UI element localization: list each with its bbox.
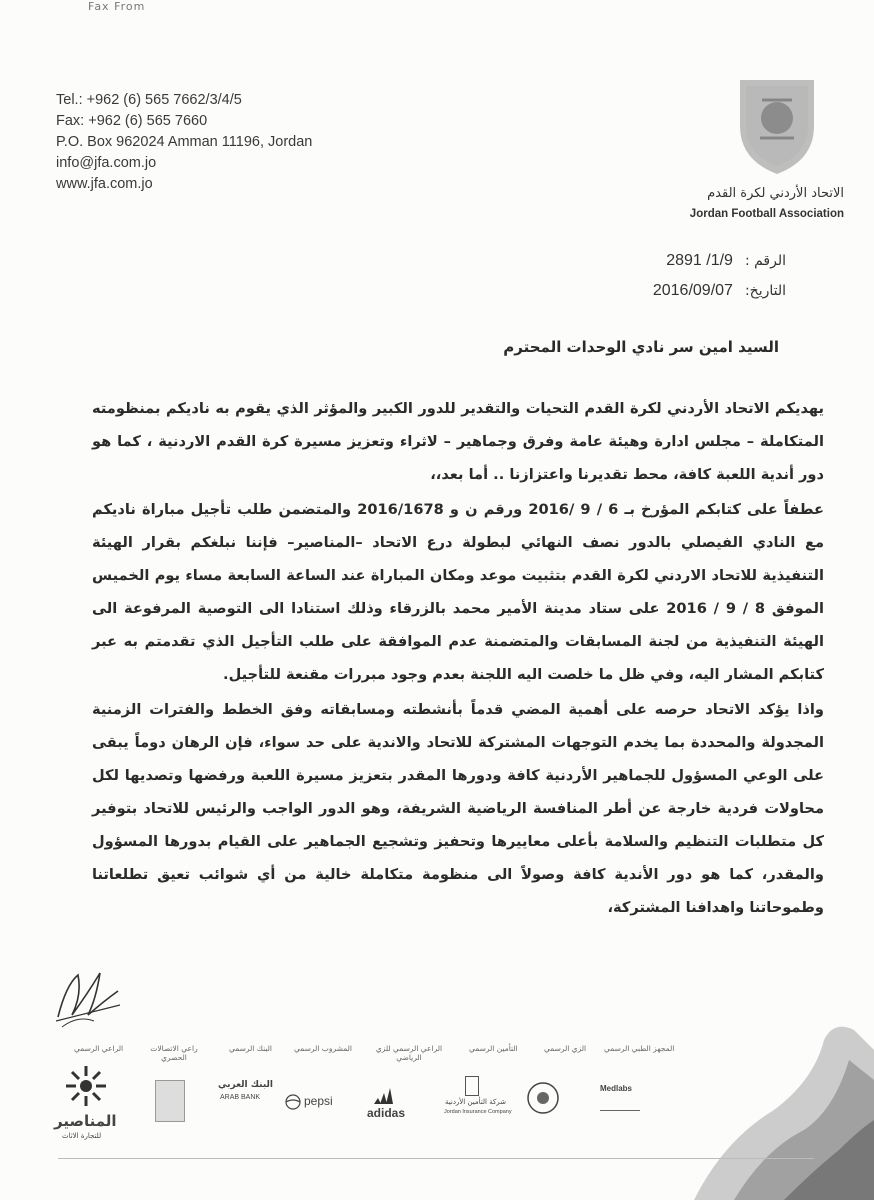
medlabs-logo-mark <box>600 1096 640 1111</box>
letter-paragraph: عطفاً على كتابكم المؤرخ بـ 6 / 9 /2016 ورقم ن و 2016/1678 والمتضمن طلب تأجيل مباراة ناديكم مع النادي الفيصلي بالدور نصف النهائي لبطولة درع الاتحاد –المناصير– فإننا نبلغكم بقرار الهيئة التنفيذية للاتحاد الاردني لكرة القدم بتثبيت موعد ومكان المباراة عند الساعة السابعة مساء يوم الخميس الموفق 8 / 9 / 2016 على ستاد مدينة الأمير محمد بالزرقاء وذلك استنادا الى التوصية المرفوعة الى الهيئة التنفيذية من لجنة المسابقات والمتضمنة عدم الموافقة على طلب التأجيل الذي تقدمتم به عبر كتابكم المشار اليه، وفي ظل ما خلصت اليه اللجنة بعدم وجود مبررات مقنعة للتأجيل. <box>92 501 825 683</box>
contact-block <box>56 90 312 195</box>
letter-paragraph: واذا يؤكد الاتحاد حرصه على أهمية المضي قدماً بأنشطته ومسابقاته وفق الخطط والفترات الزمنية المجدولة والمحددة بما يخدم التوجهات المشتركة للاتحاد والاندية على حد سواء، فإن الرهان دوماً يبقى على الوعي المسؤول للجماهير الأردنية كافة ودورها المقدر بتعزيز مسيرة اللعبة ورفضها وتصديها لكل محاولات فردية خارجة عن أطر المنافسة الرياضية الشريفة، وهو الدور الواجب والرئيس للاتحاد بتوفير كل متطلبات التنظيم والسلامة بأعلى معاييرها وتحفيز وتشجيع الجماهير على القيام بدورها المسؤول والمقدر، كما هو دور الأندية كافة وصولاً الى منظومة متكاملة خالية من أي شوائب تعيق تطلعاتنا وطموحاتنا واهدافنا المشتركة، <box>92 701 824 916</box>
telecom-sponsor-logo <box>155 1080 185 1122</box>
adidas-logo-text: adidas <box>367 1106 406 1120</box>
reference-date-value: 2016/09/07 <box>652 282 733 299</box>
decorative-map-ribbon <box>664 1020 874 1200</box>
reference-date-label: التاريخ: <box>744 283 786 299</box>
fax-header-line: Fax From <box>88 0 146 13</box>
sponsor-label: الزي الرسمي <box>544 1044 587 1053</box>
contact-fax: Fax: +962 (6) 565 7660 <box>56 113 208 129</box>
reference-date-row <box>653 276 786 306</box>
insurance-logo-text: شركة التأمين الأردنية <box>445 1098 507 1106</box>
manaseer-logo-subtext: للتجارة الاثاث <box>62 1132 102 1140</box>
sponsor-label: التأمين الرسمي <box>469 1044 518 1053</box>
contact-email: info@jfa.com.jo <box>56 155 157 171</box>
contact-po-box: P.O. Box 962024 Amman 11196, Jordan <box>56 134 313 150</box>
sponsor-labels-row <box>44 1044 675 1064</box>
sponsor-label: المجهز الطبي الرسمي <box>604 1044 675 1053</box>
sponsor-label: راعي الاتصالات الحصري <box>150 1044 198 1062</box>
adidas-stripes-icon <box>372 1088 394 1104</box>
sponsor-label: المشروب الرسمي <box>294 1044 352 1053</box>
reference-number-row <box>653 246 786 276</box>
arab-bank-logo-text: البنك العربي <box>218 1080 273 1090</box>
org-name-arabic: الاتحاد الأردني لكرة القدم <box>707 186 844 201</box>
letter-salutation: السيد امين سر نادي الوحدات المحترم <box>503 338 779 356</box>
manaseer-sun-icon <box>60 1064 112 1110</box>
sponsor-label: الراعي الرسمي للزي الرياضي <box>375 1044 443 1062</box>
contact-tel: Tel.: +962 (6) 565 7662/3/4/5 <box>56 92 242 108</box>
insurance-logo-subtext: Jordan Insurance Company <box>444 1109 512 1115</box>
reference-number-label: الرقم : <box>744 253 786 269</box>
insurance-emblem-icon <box>465 1076 479 1096</box>
pepsi-logo-text: pepsi <box>304 1094 333 1108</box>
handwritten-signature <box>48 955 128 1035</box>
medlabs-logo-text: Medlabs <box>600 1084 633 1093</box>
kit-sponsor-round-icon <box>525 1080 561 1116</box>
manaseer-logo-text: المناصير <box>54 1112 117 1130</box>
arab-bank-logo-subtext: ARAB BANK <box>220 1094 261 1101</box>
reference-number-value: 2891 /1/9 <box>666 252 733 269</box>
sponsor-label: البنك الرسمي <box>229 1044 272 1053</box>
letter-body <box>92 392 824 924</box>
letter-paragraph: يهديكم الاتحاد الأردني لكرة القدم التحيات والتقدير للدور الكبير والمؤثر الذي يقوم به ناديكم بمنظومته المتكاملة – مجلس ادارة وهيئة عامة وفرق وجماهير – لاثراء وتعزيز مسيرة كرة القدم الاردنية ، كما هو دور أندية اللعبة كافة، محط تقديرنا واعتزازنا .. أما بعد،، <box>92 400 824 483</box>
contact-website: www.jfa.com.jo <box>56 176 153 192</box>
reference-block <box>653 246 786 306</box>
sponsor-logos-row <box>40 1072 670 1152</box>
org-name-english: Jordan Football Association <box>689 208 844 220</box>
sponsor-label: الراعي الرسمي <box>74 1044 124 1053</box>
footer-divider <box>58 1158 814 1159</box>
pepsi-globe-icon <box>285 1094 301 1110</box>
jfa-emblem-logo <box>722 68 832 178</box>
